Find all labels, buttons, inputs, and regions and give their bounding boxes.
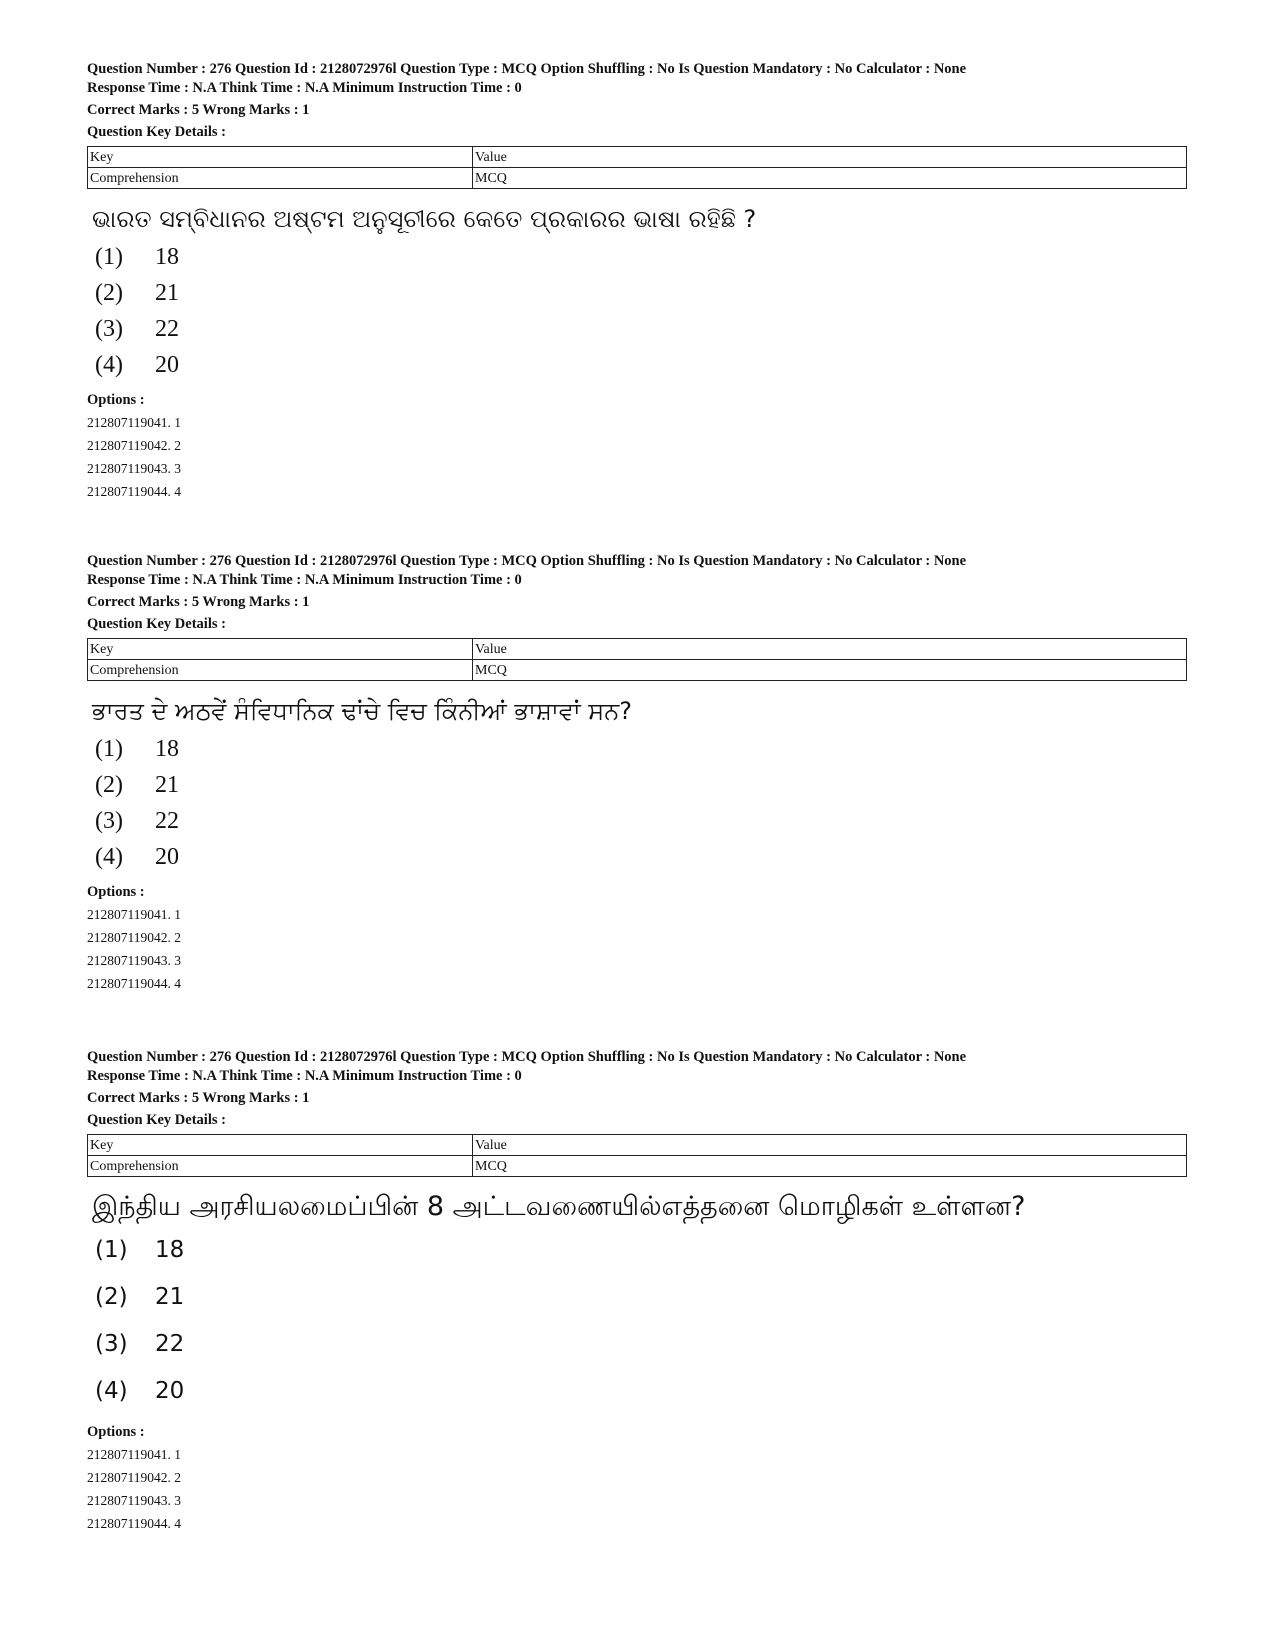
marks-line: Correct Marks : 5 Wrong Marks : 1 xyxy=(87,594,310,610)
option-number: (3) xyxy=(95,808,123,834)
question-text: ਭਾਰਤ ਦੇ ਅਠਵੇਂ ਸੰਵਿਧਾਨਿਕ ਢਾਂਚੇ ਵਿਚ ਕਿੰਨੀਆਂ ਭਾਸ਼ਾਵਾਂ ਸਨ? xyxy=(92,697,633,725)
option-id: 212807119042. 2 xyxy=(87,1470,181,1485)
option-id: 212807119042. 2 xyxy=(87,438,181,453)
option-item xyxy=(95,731,1187,767)
option-id: 212807119044. 4 xyxy=(87,1516,181,1531)
option-id: 212807119041. 1 xyxy=(87,1447,181,1462)
option-item xyxy=(95,767,1187,803)
option-value: 18 xyxy=(155,244,179,270)
key-details-table xyxy=(87,146,1187,189)
option-id: 212807119043. 3 xyxy=(87,461,181,476)
key-details-table xyxy=(87,638,1187,681)
key-header: Key xyxy=(88,639,473,660)
question-meta-line: Question Number : 276 Question Id : 2128072976l Question Type : MCQ Option Shuffling : No Is Question Mandatory : No Calculator : None xyxy=(87,553,967,569)
option-list xyxy=(95,731,1187,875)
option-item xyxy=(95,275,1187,311)
option-value: 18 xyxy=(155,1237,185,1263)
option-id: 212807119041. 1 xyxy=(87,415,181,430)
options-label: Options : xyxy=(87,884,145,900)
option-number: (2) xyxy=(95,280,123,306)
option-id-list xyxy=(87,1443,1187,1535)
question-text: இந்திய அரசியலமைப்பின் 8 அட்டவணையில்எத்தனை மொழிகள் உள்ளன? xyxy=(92,1191,1026,1222)
option-number: (3) xyxy=(95,1331,128,1357)
key-details-label: Question Key Details : xyxy=(87,124,226,140)
value-header: Value xyxy=(473,1135,1187,1156)
marks-line: Correct Marks : 5 Wrong Marks : 1 xyxy=(87,102,310,118)
key-details-label: Question Key Details : xyxy=(87,1112,226,1128)
option-item xyxy=(95,839,1187,875)
question-text: ଭାରତ ସମ୍ବିଧାନର ଅଷ୍ଟମ ଅନୁସୂଚୀରେ କେତେ ପ୍ରକାରର ଭାଷା ରହିଛି ? xyxy=(92,205,757,233)
value-cell: MCQ xyxy=(473,1156,1187,1177)
option-value: 21 xyxy=(155,772,179,798)
option-number: (4) xyxy=(95,352,123,378)
option-number: (4) xyxy=(95,1378,128,1404)
option-value: 21 xyxy=(155,280,179,306)
option-id: 212807119044. 4 xyxy=(87,484,181,499)
option-id: 212807119041. 1 xyxy=(87,907,181,922)
key-cell: Comprehension xyxy=(88,1156,473,1177)
option-item xyxy=(95,1274,1187,1321)
key-header: Key xyxy=(88,147,473,168)
value-cell: MCQ xyxy=(473,660,1187,681)
key-header: Key xyxy=(88,1135,473,1156)
option-list xyxy=(95,1227,1187,1415)
key-details-table xyxy=(87,1134,1187,1177)
question-block xyxy=(87,552,1187,995)
option-number: (1) xyxy=(95,1237,128,1263)
value-header: Value xyxy=(473,639,1187,660)
value-cell: MCQ xyxy=(473,168,1187,189)
options-label: Options : xyxy=(87,1424,145,1440)
options-label: Options : xyxy=(87,392,145,408)
key-cell: Comprehension xyxy=(88,660,473,681)
option-number: (2) xyxy=(95,772,123,798)
option-number: (1) xyxy=(95,736,123,762)
question-block xyxy=(87,60,1187,503)
option-item xyxy=(95,803,1187,839)
response-time-line: Response Time : N.A Think Time : N.A Minimum Instruction Time : 0 xyxy=(87,1068,522,1084)
question-block xyxy=(87,1048,1187,1535)
key-details-label: Question Key Details : xyxy=(87,616,226,632)
option-id-list xyxy=(87,411,1187,503)
option-item xyxy=(95,239,1187,275)
option-item xyxy=(95,347,1187,383)
marks-line: Correct Marks : 5 Wrong Marks : 1 xyxy=(87,1090,310,1106)
option-value: 20 xyxy=(155,352,179,378)
option-value: 18 xyxy=(155,736,179,762)
option-number: (2) xyxy=(95,1284,128,1310)
option-id: 212807119044. 4 xyxy=(87,976,181,991)
option-value: 22 xyxy=(155,316,179,342)
option-value: 21 xyxy=(155,1284,185,1310)
option-item xyxy=(95,1321,1187,1368)
option-value: 20 xyxy=(155,1378,185,1404)
option-item xyxy=(95,1227,1187,1274)
response-time-line: Response Time : N.A Think Time : N.A Minimum Instruction Time : 0 xyxy=(87,80,522,96)
key-cell: Comprehension xyxy=(88,168,473,189)
option-id: 212807119043. 3 xyxy=(87,953,181,968)
option-item xyxy=(95,1368,1187,1415)
option-item xyxy=(95,311,1187,347)
option-value: 22 xyxy=(155,808,179,834)
option-list xyxy=(95,239,1187,383)
option-value: 20 xyxy=(155,844,179,870)
option-id-list xyxy=(87,903,1187,995)
value-header: Value xyxy=(473,147,1187,168)
option-id: 212807119042. 2 xyxy=(87,930,181,945)
option-number: (4) xyxy=(95,844,123,870)
option-id: 212807119043. 3 xyxy=(87,1493,181,1508)
option-number: (1) xyxy=(95,244,123,270)
response-time-line: Response Time : N.A Think Time : N.A Minimum Instruction Time : 0 xyxy=(87,572,522,588)
question-meta-line: Question Number : 276 Question Id : 2128072976l Question Type : MCQ Option Shuffling : No Is Question Mandatory : No Calculator : None xyxy=(87,1049,967,1065)
question-meta-line: Question Number : 276 Question Id : 2128072976l Question Type : MCQ Option Shuffling : No Is Question Mandatory : No Calculator : None xyxy=(87,61,967,77)
option-number: (3) xyxy=(95,316,123,342)
option-value: 22 xyxy=(155,1331,185,1357)
